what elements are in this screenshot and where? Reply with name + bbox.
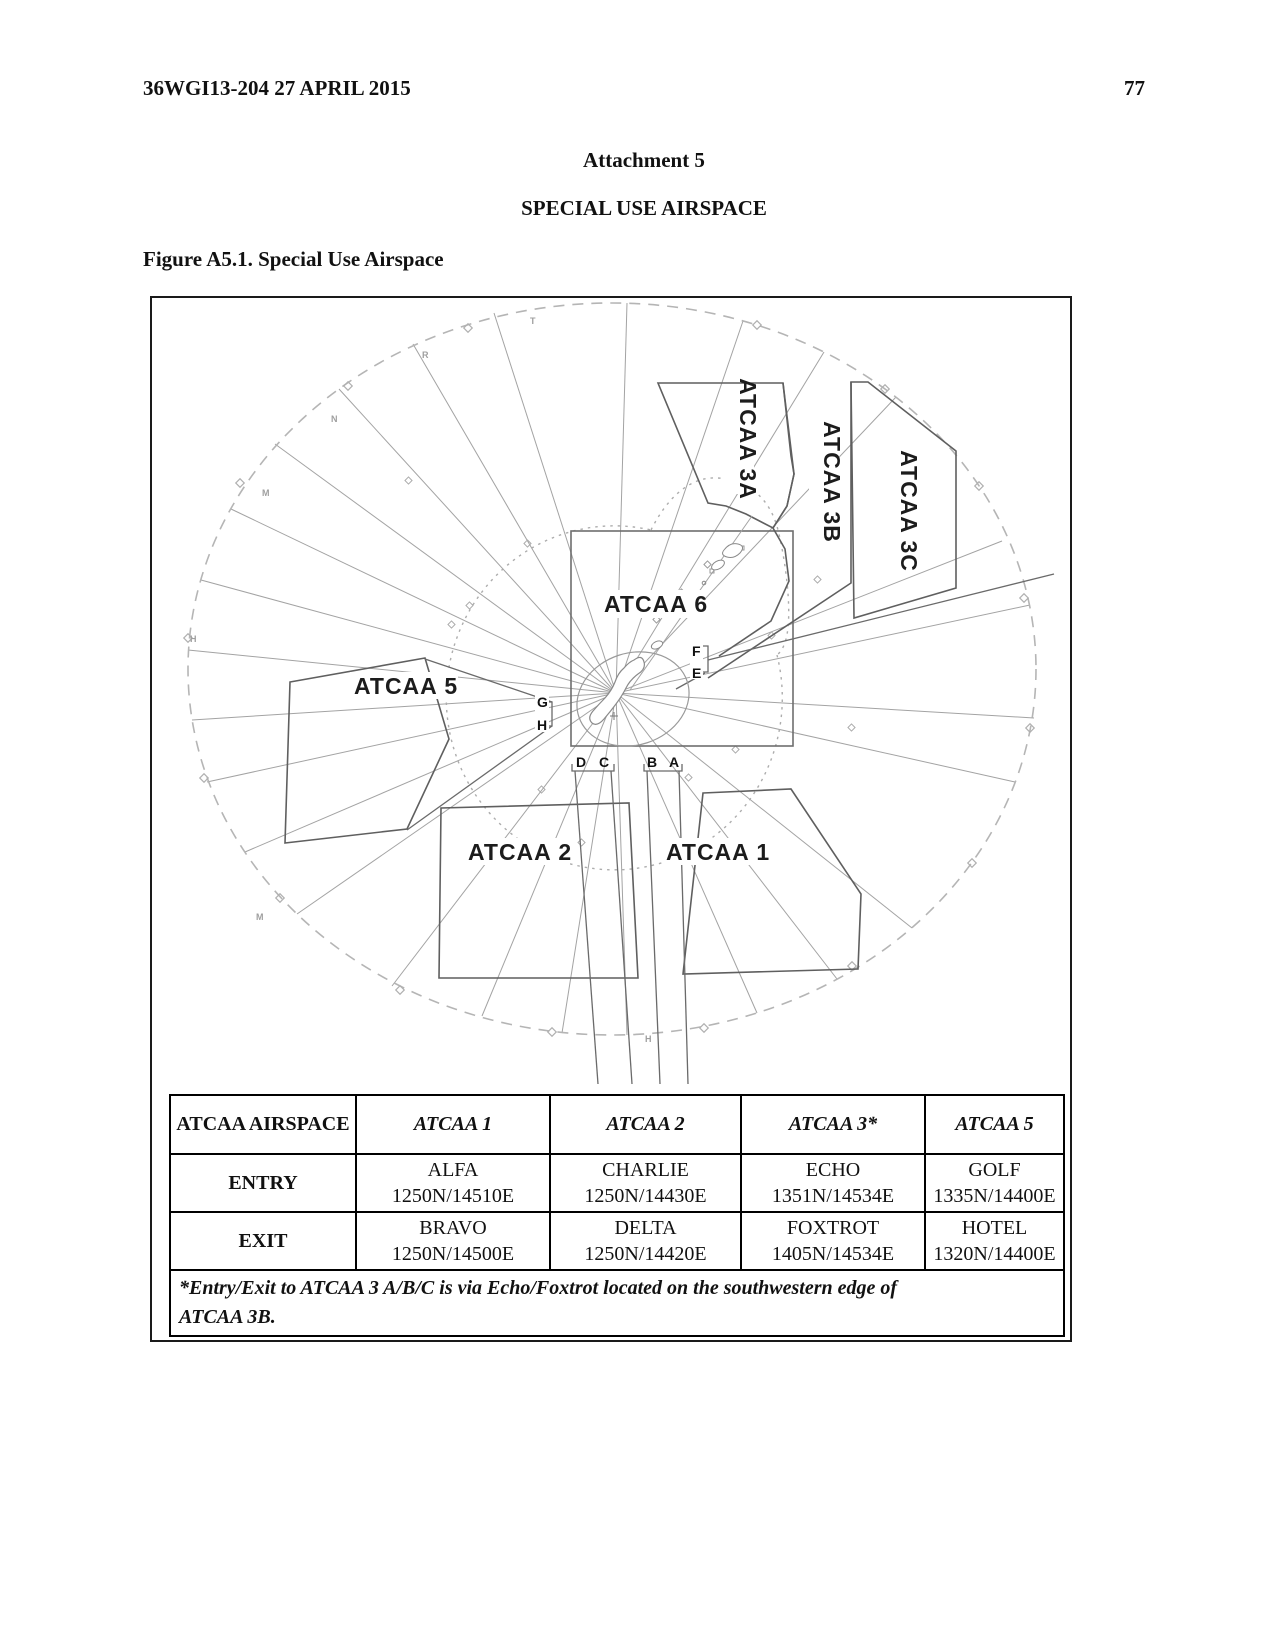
ring-fix-letter: M [256, 912, 264, 922]
document-reference: 36WGI13-204 27 APRIL 2015 [143, 76, 411, 100]
col-header-atcaa2: ATCAA 2 [550, 1095, 741, 1154]
footnote-line-2: ATCAA 3B. [179, 1306, 276, 1328]
fix-coord: 1405N/14534E [771, 1243, 895, 1265]
corridor-h [407, 726, 552, 830]
table-row-exit [170, 1212, 1064, 1270]
ring-fix-letter: H [190, 634, 197, 644]
corridor-c [611, 771, 632, 1084]
fix-name: CHARLIE [602, 1159, 689, 1181]
gate-f-label: F [692, 643, 701, 659]
ring-fix-letter: H [645, 1034, 652, 1044]
fix-name: ECHO [805, 1159, 861, 1181]
gate-d-label: D [576, 754, 587, 770]
fix-name: GOLF [968, 1159, 1021, 1181]
fix-name: HOTEL [961, 1217, 1028, 1239]
exit-cell-atcaa3 [741, 1212, 925, 1270]
figure-caption: Figure A5.1. Special Use Airspace [143, 247, 444, 271]
entry-row-label: ENTRY [170, 1154, 356, 1212]
saipan-island [723, 544, 743, 558]
atcaa-2-polygon [439, 803, 638, 978]
table-footnote-row [170, 1270, 1064, 1336]
atcaa-3a-label: ATCAA 3A [735, 378, 761, 500]
airspace-diagram [152, 298, 1070, 1093]
col-header-atcaa1: ATCAA 1 [356, 1095, 550, 1154]
table-row-entry [170, 1154, 1064, 1212]
islands [565, 516, 752, 760]
exit-cell-atcaa1 [356, 1212, 550, 1270]
entry-cell-atcaa3 [741, 1154, 925, 1212]
exit-row-label: EXIT [170, 1212, 356, 1270]
fix-coord: 1250N/14510E [391, 1185, 515, 1207]
col-header-atcaa5: ATCAA 5 [925, 1095, 1064, 1154]
atcaa-3b-label: ATCAA 3B [819, 421, 845, 543]
gate-e-label: E [692, 665, 702, 681]
corridor-a [679, 771, 688, 1084]
table-header-row [170, 1095, 1064, 1154]
attachment-title: Attachment 5 [583, 148, 705, 172]
area-labels [350, 378, 922, 865]
atcaa-gate-table [169, 1094, 1065, 1337]
fix-coord: 1250N/14430E [584, 1185, 707, 1207]
fix-coord: 1250N/14500E [391, 1243, 515, 1265]
ring-fix-letter: M [262, 488, 270, 498]
atcaa-3c-label: ATCAA 3C [896, 450, 922, 572]
guam-oval [565, 638, 702, 761]
gate-g-label: G [537, 694, 548, 710]
atcaa-1-label: ATCAA 1 [666, 839, 771, 865]
col-header-airspace: ATCAA AIRSPACE [170, 1095, 356, 1154]
gate-h-label: H [537, 717, 548, 733]
gate-a-label: A [669, 754, 680, 770]
ring-fix-letter: N [331, 414, 338, 424]
fix-coord: 1351N/14534E [771, 1185, 895, 1207]
atcaa-6-label: ATCAA 6 [604, 591, 709, 617]
rota-island [650, 639, 664, 650]
waypoint-markers [405, 477, 855, 846]
atcaa-5-label: ATCAA 5 [354, 673, 459, 699]
fix-coord: 1335N/14400E [933, 1185, 1056, 1207]
section-title: SPECIAL USE AIRSPACE [521, 196, 767, 220]
fix-coord: 1320N/14400E [933, 1243, 1056, 1265]
tinian-island [710, 558, 726, 572]
gate-b-label: B [647, 754, 658, 770]
atcaa-2-label: ATCAA 2 [468, 839, 573, 865]
col-header-atcaa3: ATCAA 3* [741, 1095, 925, 1154]
corridors [407, 574, 1054, 1084]
corridor-ef-northeast [708, 574, 1054, 660]
fix-name: DELTA [614, 1217, 677, 1239]
page-number: 77 [1124, 76, 1145, 100]
chain-marker [704, 561, 711, 568]
figure-a5-1 [150, 296, 1072, 1342]
footnote-line-1: *Entry/Exit to ATCAA 3 A/B/C is via Echo/Foxtrot located on the southwestern edge of [179, 1277, 898, 1299]
exit-cell-atcaa2 [550, 1212, 741, 1270]
entry-cell-atcaa5 [925, 1154, 1064, 1212]
fix-name: BRAVO [419, 1217, 487, 1239]
entry-cell-atcaa1 [356, 1154, 550, 1212]
exit-cell-atcaa5 [925, 1212, 1064, 1270]
ring-fix-letter: R [422, 350, 429, 360]
ring-fix-letter: T [530, 316, 536, 326]
gate-c-label: C [599, 754, 610, 770]
entry-cell-atcaa2 [550, 1154, 741, 1212]
fix-name: FOXTROT [786, 1217, 880, 1239]
table-footnote [170, 1270, 1064, 1336]
fix-name: ALFA [427, 1159, 479, 1181]
fix-coord: 1250N/14420E [584, 1243, 707, 1265]
